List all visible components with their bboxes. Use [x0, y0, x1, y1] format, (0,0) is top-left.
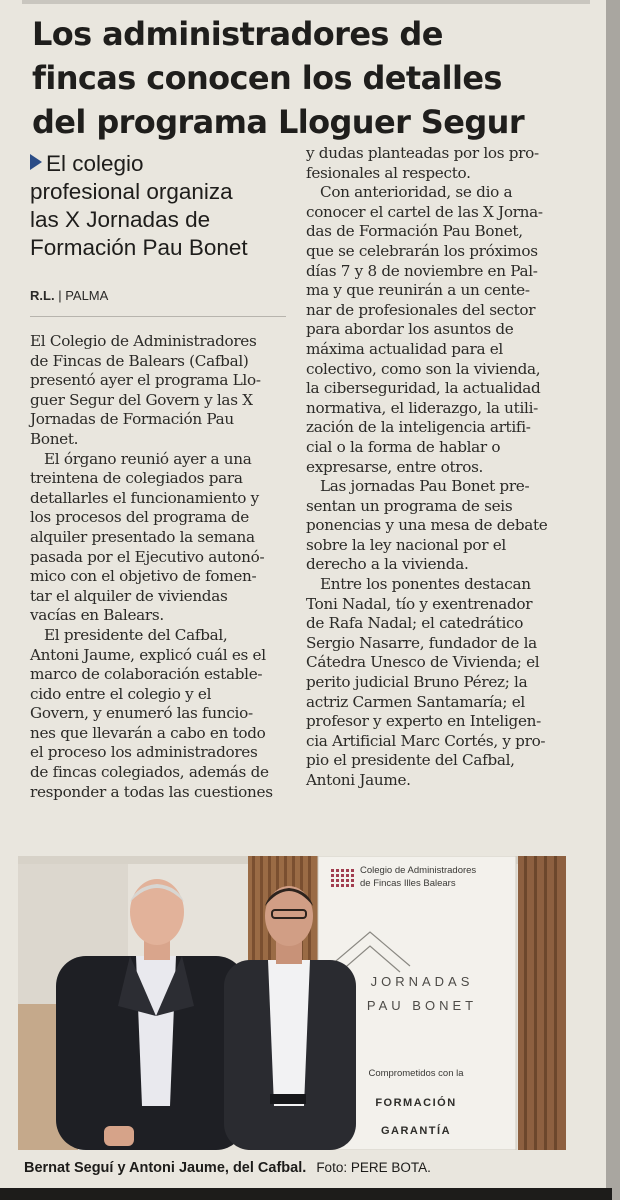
article-line: treintena de colegiados para	[30, 469, 243, 488]
article-line: Sergio Nasarre, fundador de la	[306, 633, 537, 652]
article-line: profesor y experto en Inteligen-	[306, 712, 541, 731]
banner-event-line: PAU BONET	[366, 998, 478, 1013]
article-column-2	[306, 144, 566, 791]
article-line: normativa, el liderazgo, la utili-	[306, 398, 538, 417]
banner-org-line: de Fincas Illes Balears	[360, 878, 456, 889]
article-line: presentó ayer el programa Llo-	[30, 371, 261, 390]
article-line: Las jornadas Pau Bonet pre-	[320, 477, 530, 496]
subheadline-line: profesional organiza	[30, 179, 233, 204]
photo-illustration	[18, 856, 566, 1150]
article-line: nes que llevarán a cabo en todo	[30, 723, 266, 742]
article-line: pasada por el Ejecutivo autonó-	[30, 547, 265, 566]
article-line: Cátedra Unesco de Vivienda; el	[306, 653, 540, 672]
article-line: El presidente del Cafbal,	[44, 625, 228, 644]
article-line: Govern, y enumeró las funcio-	[30, 704, 253, 723]
article-line: conocer el cartel de las X Jorna-	[306, 202, 543, 221]
article-line: El Colegio de Administradores	[30, 332, 257, 350]
article-line: guer Segur del Govern y las X	[30, 390, 253, 409]
article-line: cial o la forma de hablar o	[306, 437, 501, 456]
article-line: responder a todas las cuestiones	[30, 782, 273, 801]
article-line: alquiler presentado la semana	[30, 527, 255, 546]
photo-caption	[24, 1160, 431, 1176]
byline-separator: |	[58, 288, 62, 303]
caption-text: Bernat Seguí y Antoni Jaume, del Cafbal.	[24, 1160, 307, 1176]
article-line: máxima actualidad para el	[306, 339, 503, 358]
article-line: mico con el objetivo de fomen-	[30, 567, 257, 586]
banner-tagline: Comprometidos con la	[368, 1068, 464, 1079]
article-line: los procesos del programa de	[30, 508, 249, 527]
article-line: la ciberseguridad, la actualidad	[306, 379, 541, 398]
article-line: zación de la inteligencia artifi-	[306, 418, 531, 437]
caption-credit: Foto: PERE BOTA.	[316, 1160, 431, 1175]
article-line: ponencias y una mesa de debate	[306, 516, 548, 535]
article-line: Jornadas de Formación Pau	[30, 410, 234, 429]
subheadline-line	[30, 150, 295, 178]
article-line: cia Artificial Marc Cortés, y pro-	[306, 731, 546, 750]
banner-word: FORMACIÓN	[375, 1097, 457, 1109]
subheadline-text: El colegio	[46, 151, 144, 176]
article-line: colectivo, como son la vivienda,	[306, 359, 541, 378]
subheadline-line: las X Jornadas de	[30, 207, 211, 232]
article-line: Entre los ponentes destacan	[320, 575, 531, 594]
article-line: derecho a la vivienda.	[306, 555, 469, 574]
article-line: y dudas planteadas por los pro-	[306, 144, 539, 162]
triangle-bullet-icon	[30, 154, 42, 170]
article-line: sentan un programa de seis	[306, 496, 513, 515]
page-edge	[606, 0, 620, 1200]
headline	[32, 12, 592, 144]
bottom-strip	[0, 1188, 612, 1200]
article-line: sobre la ley nacional por el	[306, 535, 506, 554]
article-line: que se celebrarán los próximos	[306, 241, 538, 260]
article-line: das de Formación Pau Bonet,	[306, 222, 523, 241]
article-line: Toni Nadal, tío y exentrenador	[306, 594, 533, 613]
article-line: vacías en Balears.	[30, 606, 164, 625]
article-line: Antoni Jaume.	[306, 771, 411, 789]
article-line: fesionales al respecto.	[306, 163, 471, 182]
article-line: Antoni Jaume, explicó cuál es el	[30, 645, 266, 664]
article-line: marco de colaboración estable-	[30, 665, 263, 684]
banner-event-line: JORNADAS	[370, 974, 474, 989]
byline	[30, 288, 108, 303]
byline-author: R.L.	[30, 288, 55, 303]
article-line: expresarse, entre otros.	[306, 457, 484, 476]
byline-divider	[30, 316, 286, 317]
top-rule	[22, 0, 590, 4]
article-line: de Rafa Nadal; el catedrático	[306, 614, 524, 633]
article-line: pio el presidente del Cafbal,	[306, 751, 515, 770]
banner-word: GARANTÍA	[380, 1125, 452, 1137]
byline-place: PALMA	[65, 288, 109, 303]
banner-org-line: Colegio de Administradores	[360, 865, 477, 876]
article-line: Con anterioridad, se dio a	[320, 183, 513, 202]
article-line: actriz Carmen Santamaría; el	[306, 692, 525, 711]
article-line: días 7 y 8 de noviembre en Pal-	[306, 261, 538, 280]
article-line: para abordar los asuntos de	[306, 320, 514, 339]
article-column-1	[30, 332, 288, 802]
article-line: cido entre el colegio y el	[30, 684, 212, 703]
article-line: el proceso los administradores	[30, 743, 258, 762]
headline-line: fincas conocen los detalles	[32, 59, 502, 97]
article-line: de fincas colegiados, además de	[30, 763, 269, 782]
article-line: El órgano reunió ayer a una	[44, 449, 252, 468]
article-line: Bonet.	[30, 429, 79, 448]
article-line: ma y que reunirán a un cente-	[306, 281, 530, 300]
subheadline-line: Formación Pau Bonet	[30, 235, 248, 260]
article-line: tar el alquiler de viviendas	[30, 586, 228, 605]
headline-line: del programa Lloguer Segur	[32, 103, 525, 141]
article-line: detallarles el funcionamiento y	[30, 488, 259, 507]
article-photo	[18, 856, 566, 1150]
article-line: nar de profesionales del sector	[306, 300, 536, 319]
article-line: de Fincas de Balears (Cafbal)	[30, 351, 249, 370]
headline-line: Los administradores de	[32, 15, 443, 53]
subheadline	[30, 150, 295, 262]
article-line: perito judicial Bruno Pérez; la	[306, 673, 528, 692]
